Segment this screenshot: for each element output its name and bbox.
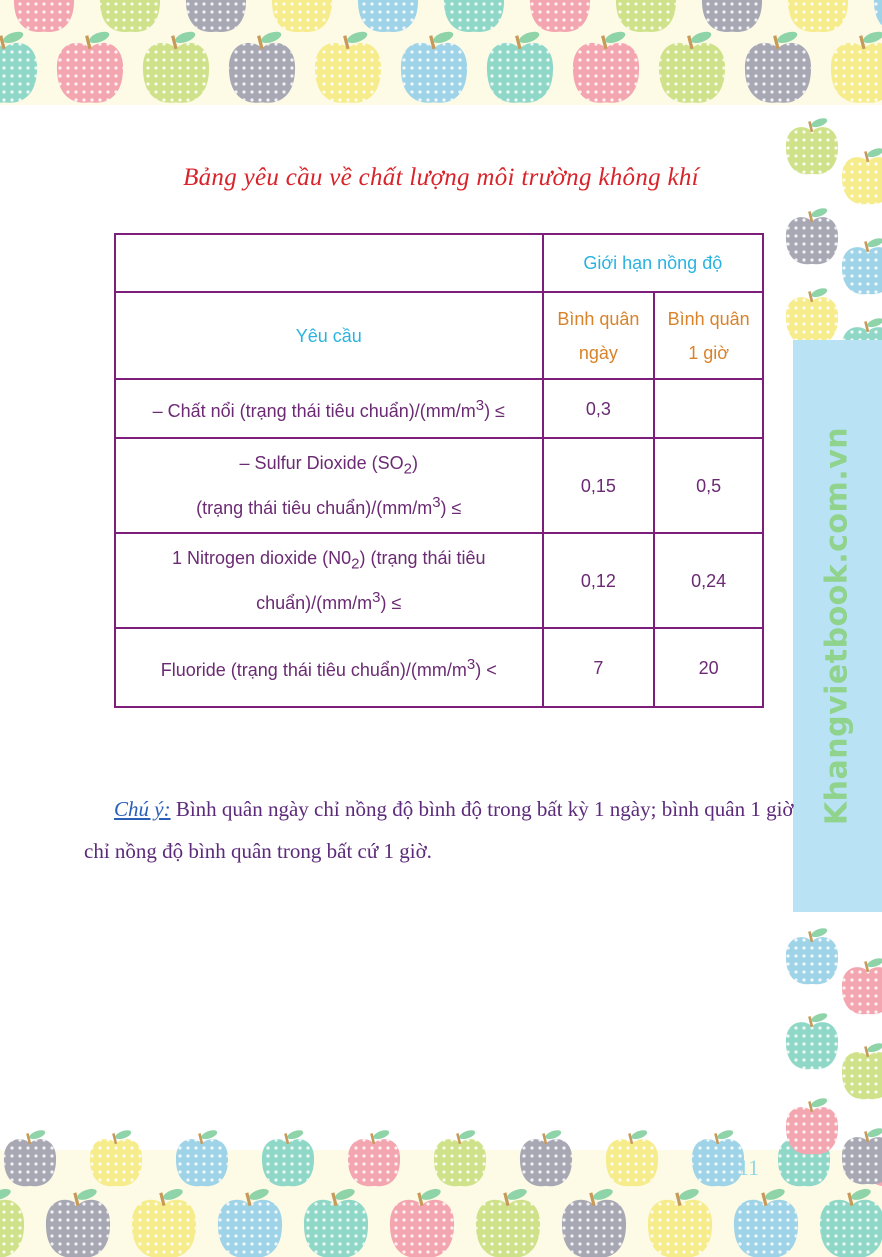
- daily-value: 0,15: [543, 438, 655, 533]
- table-row: [115, 438, 763, 533]
- table-row: [115, 533, 763, 628]
- requirement-label: Fluoride (trạng thái tiêu $chuẩn)/(mm/m^3)$ <: [115, 628, 543, 707]
- page-title: Bảng yêu cầu về chất lượng môi trường không khí: [183, 164, 699, 191]
- requirement-label: – Sulfur Dioxide $(SO_2)$ (trạng thái tiêu $chuẩn)/(mm/m^3)$ ≤: [115, 438, 543, 533]
- daily-value: 0,12: [543, 533, 655, 628]
- daily-value: 0,3: [543, 379, 655, 438]
- site-watermark: Khangvietbook.com.vn: [819, 426, 855, 826]
- hourly-value: 0,24: [654, 533, 763, 628]
- air-quality-table: [114, 233, 764, 708]
- hourly-value: 20: [654, 628, 763, 707]
- hourly-value: 0,5: [654, 438, 763, 533]
- hourly-value: [654, 379, 763, 438]
- table-corner-cell: [115, 234, 543, 292]
- note-paragraph: [84, 788, 796, 872]
- daily-value: 7: [543, 628, 655, 707]
- page-number: 11: [738, 1155, 760, 1180]
- note-text: Bình quân ngày chỉ nồng độ bình độ trong bất kỳ 1 ngày; bình quân 1 giờ chỉ nồng độ bình quân trong bất cứ 1 giờ.: [84, 797, 794, 863]
- table-row: [115, 628, 763, 707]
- header-requirement: Yêu cầu: [115, 292, 543, 379]
- header-limit: Giới hạn nồng độ: [543, 234, 763, 292]
- header-daily-average: Bình quân ngày: [543, 292, 655, 379]
- table-row: [115, 379, 763, 438]
- requirement-label: – Chất nổi (trạng thái tiêu $chuẩn)/(mm/m^3)$ ≤: [115, 379, 543, 438]
- header-hourly-average: Bình quân 1 giờ: [654, 292, 763, 379]
- note-label: Chú ý:: [114, 797, 171, 821]
- requirement-label: 1 Nitrogen dioxide $(N0_2)$ (trạng thái tiêu $chuẩn)/(mm/m^3)$ ≤: [115, 533, 543, 628]
